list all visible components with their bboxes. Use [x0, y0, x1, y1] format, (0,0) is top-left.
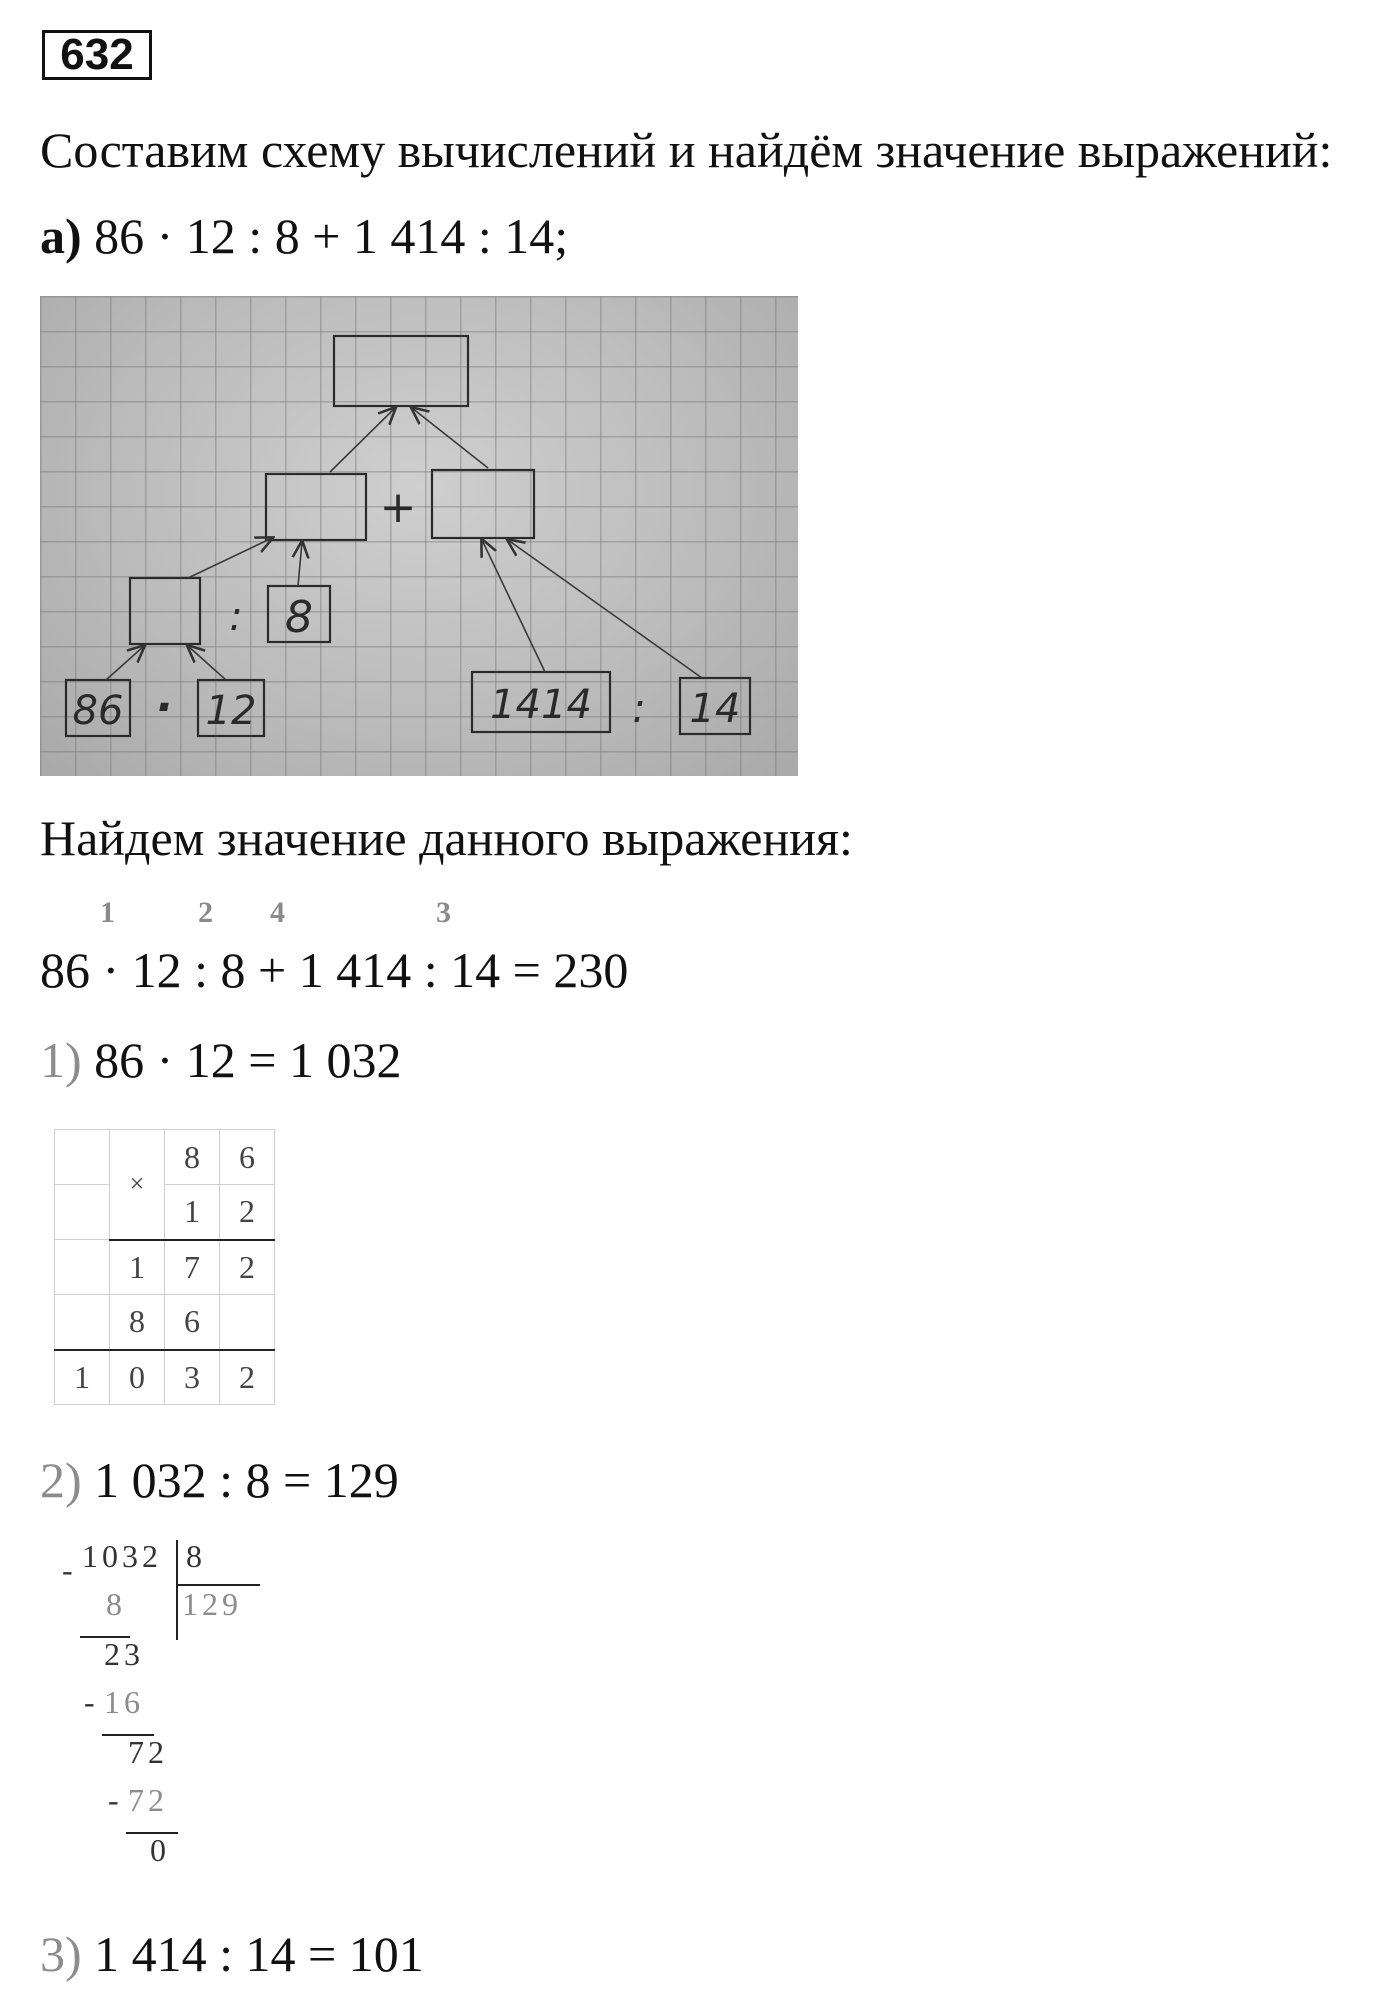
- step-1-number: 1): [40, 1032, 82, 1088]
- minus-sign-1: -: [62, 1552, 77, 1588]
- result-box: [334, 336, 468, 406]
- step-2-number: 2): [40, 1452, 82, 1508]
- task-number: 632: [42, 30, 152, 80]
- grid-row: [55, 1240, 275, 1295]
- multiplication-grid: [54, 1129, 275, 1405]
- main-expression: 86 · 12 : 8 + 1 414 : 14 = 230: [40, 942, 629, 998]
- grid-cell: 2: [220, 1240, 275, 1295]
- calculation-scheme-photo: [40, 296, 798, 776]
- grid-cell: 2: [220, 1350, 275, 1405]
- leaf-1414: 1414: [490, 682, 592, 728]
- intro-text: Составим схему вычислений и найдём значение выражений:: [40, 122, 1333, 178]
- grid-cell: 0: [110, 1350, 165, 1405]
- grid-row: [55, 1350, 275, 1405]
- step-2: [40, 1452, 399, 1508]
- order-mark-3: 3: [436, 896, 451, 929]
- leaf-8: 8: [285, 592, 313, 643]
- part-a-label: а): [40, 208, 82, 264]
- grid-cell: 8: [165, 1130, 220, 1185]
- order-mark-2: 2: [198, 896, 213, 929]
- step-1: [40, 1032, 402, 1088]
- product-box: [130, 578, 200, 644]
- step-2-text: 1 032 : 8 = 129: [94, 1452, 399, 1508]
- leaf-86: 86: [72, 688, 124, 734]
- grid-cell: 3: [165, 1350, 220, 1405]
- step-3: [40, 1926, 424, 1982]
- grid-cell: [55, 1185, 110, 1240]
- scheme-drawing: [40, 296, 798, 776]
- minus-sign-2: -: [84, 1684, 99, 1720]
- times-sign: ×: [110, 1130, 165, 1240]
- division-sign-2: :: [632, 686, 646, 732]
- grid-cell: [220, 1295, 275, 1350]
- step-3-number: 3): [40, 1926, 82, 1982]
- part-a-line: [40, 208, 568, 264]
- subtrahend-2: 16: [104, 1684, 144, 1720]
- order-mark-4: 4: [270, 896, 285, 929]
- grid-cell: 1: [165, 1185, 220, 1240]
- grid-cell: [55, 1295, 110, 1350]
- multiplication-sign: ·: [155, 682, 173, 733]
- left-sum-box: [266, 474, 366, 540]
- remainder-1: 23: [104, 1636, 144, 1672]
- grid-cell: 6: [165, 1295, 220, 1350]
- remainder-3: 0: [150, 1832, 170, 1868]
- grid-cell: 2: [220, 1185, 275, 1240]
- leaf-12: 12: [205, 688, 257, 734]
- quotient: 129: [182, 1586, 242, 1622]
- grid-cell: [55, 1130, 110, 1185]
- step-1-text: 86 · 12 = 1 032: [94, 1032, 402, 1088]
- find-value-heading: Найдем значение данного выражения:: [40, 810, 853, 866]
- grid-cell: 1: [110, 1240, 165, 1295]
- division-sign: :: [229, 594, 243, 640]
- grid-cell: 6: [220, 1130, 275, 1185]
- grid-row: [55, 1130, 275, 1185]
- plus-sign: +: [379, 482, 417, 533]
- grid-row: [55, 1295, 275, 1350]
- grid-cell: 7: [165, 1240, 220, 1295]
- grid-cell: [55, 1240, 110, 1295]
- subtrahend-3: 72: [128, 1782, 168, 1818]
- step-3-text: 1 414 : 14 = 101: [94, 1926, 424, 1982]
- part-a-expression: 86 · 12 : 8 + 1 414 : 14;: [94, 208, 569, 264]
- dividend: 1032: [82, 1538, 162, 1574]
- subtrahend-1: 8: [106, 1586, 126, 1622]
- divisor: 8: [186, 1538, 206, 1574]
- grid-cell: 1: [55, 1350, 110, 1405]
- remainder-2: 72: [128, 1734, 168, 1770]
- grid-cell: 8: [110, 1295, 165, 1350]
- minus-sign-3: -: [108, 1782, 123, 1818]
- right-sum-box: [432, 470, 534, 538]
- division-bar-vertical: [176, 1540, 178, 1640]
- leaf-14: 14: [689, 686, 741, 732]
- order-mark-1: 1: [100, 896, 115, 929]
- grid-row: [55, 1185, 275, 1240]
